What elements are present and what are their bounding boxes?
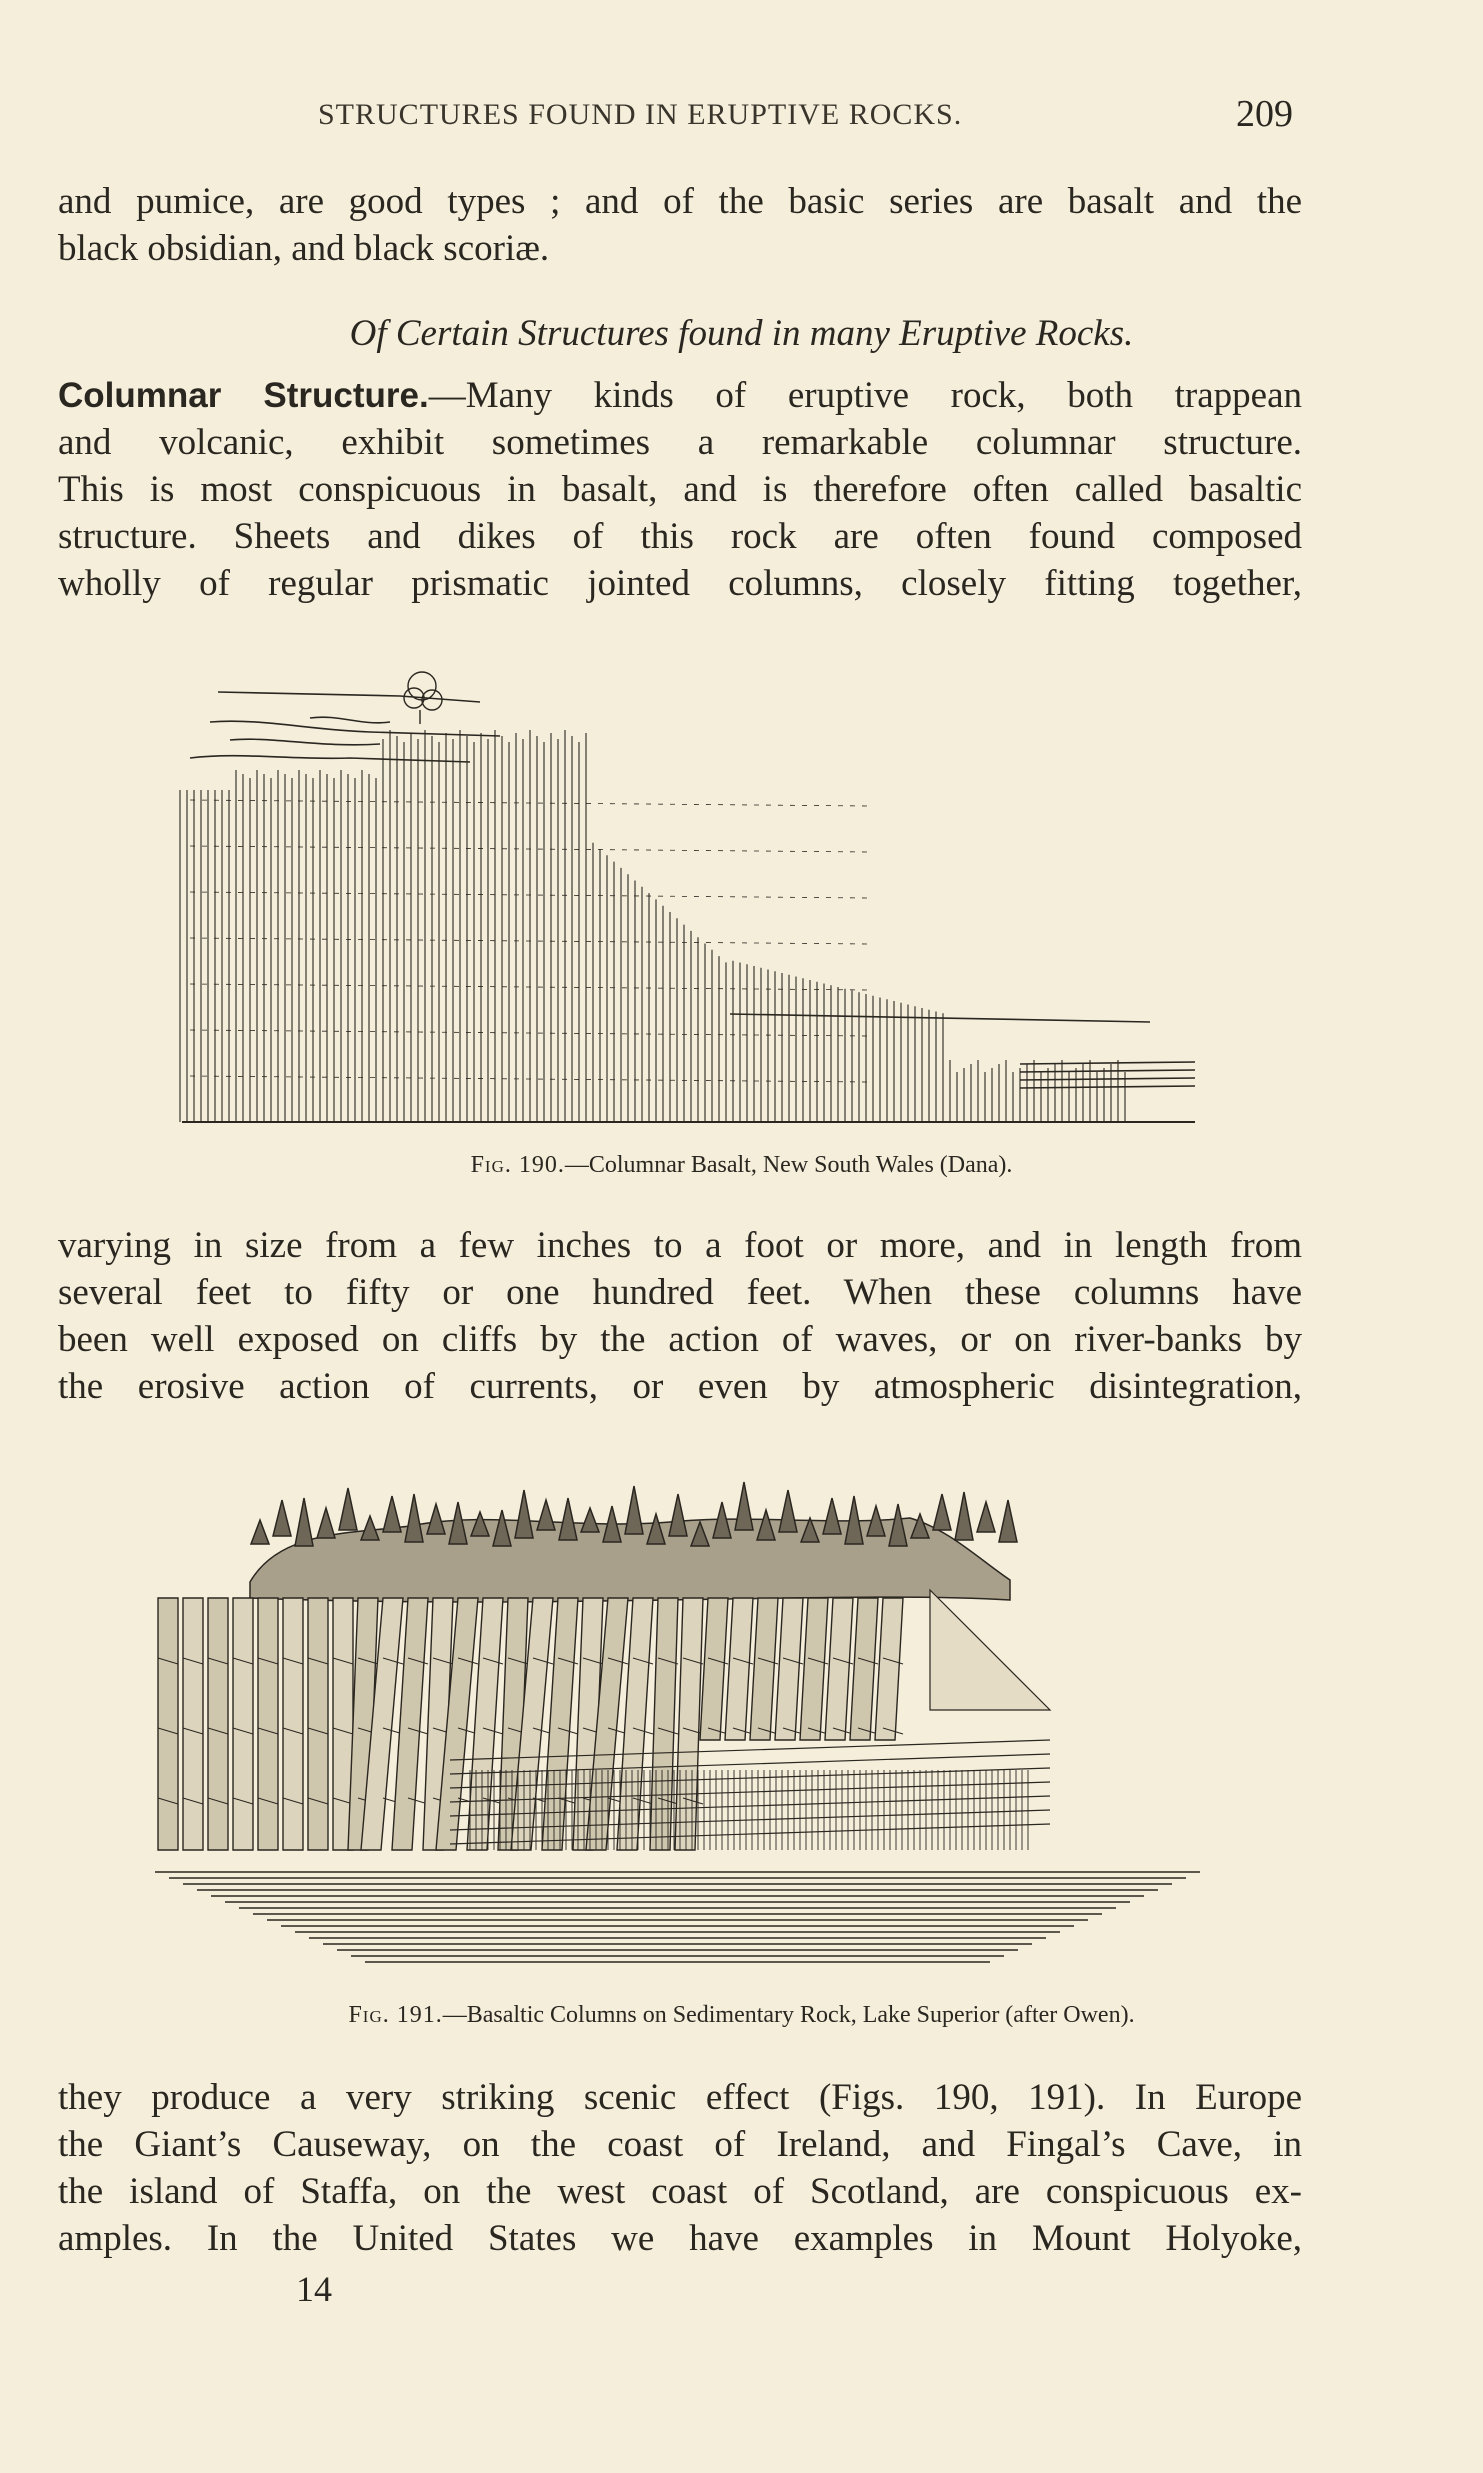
basalt-column [308, 1598, 328, 1850]
tree-mark [955, 1492, 973, 1540]
text-line: several feet to fifty or one hundred feet. When these columns have [58, 1272, 1302, 1313]
figure-191-basaltic-columns [150, 1470, 1210, 1990]
basalt-column [800, 1598, 828, 1740]
section-heading: Of Certain Structures found in many Eruptive Rocks. [349, 313, 1134, 354]
tree-mark [669, 1494, 687, 1536]
text-line: This is most conspicuous in basalt, and is therefore often called basaltic [58, 469, 1302, 510]
tree-mark [361, 1516, 379, 1540]
tree-mark [427, 1504, 445, 1534]
basalt-column [158, 1598, 178, 1850]
paragraph-top [58, 178, 1302, 272]
paragraph-columnar [58, 372, 1302, 607]
text-line [58, 372, 1302, 419]
running-head: STRUCTURES FOUND IN ERUPTIVE ROCKS. [318, 98, 963, 131]
scree-slope [930, 1590, 1050, 1710]
tree-mark [273, 1500, 291, 1536]
basalt-column [850, 1598, 878, 1740]
tree-mark [295, 1498, 313, 1546]
tree-mark [515, 1490, 533, 1538]
text-line: they produce a very striking scenic effect (Figs. 190, 191). In Europe [58, 2077, 1302, 2118]
tree-mark [735, 1482, 753, 1530]
tree-mark [383, 1496, 401, 1532]
page-header [0, 92, 1483, 142]
paragraph-middle [58, 1222, 1302, 1410]
tree-mark [339, 1488, 357, 1530]
text-line: varying in size from a few inches to a foot or more, and in length from [58, 1225, 1302, 1266]
basalt-column [208, 1598, 228, 1850]
text-line: black obsidian, and black scoriæ. [58, 228, 550, 269]
tree-mark [405, 1494, 423, 1542]
basalt-column [675, 1598, 703, 1850]
forest-top [250, 1482, 1017, 1602]
figure-191-caption-text: —Basaltic Columns on Sedimentary Rock, Lake Superior (after Owen). [442, 2002, 1135, 2028]
tree-mark [625, 1486, 643, 1534]
basalt-column [700, 1598, 728, 1740]
figure-190-caption-text: —Columnar Basalt, New South Wales (Dana). [564, 1152, 1013, 1178]
signature-mark: 14 [296, 2269, 332, 2309]
text-line: wholly of regular prismatic jointed columns, closely fitting together, [58, 563, 1302, 604]
tree-mark [581, 1508, 599, 1532]
basalt-column [725, 1598, 753, 1740]
text-line: been well exposed on cliffs by the action of waves, or on river-banks by [58, 1319, 1302, 1360]
figure-190-caption [0, 1152, 1483, 1179]
text-line: the island of Staffa, on the west coast of Scotland, are conspicuous ex- [58, 2171, 1302, 2212]
text-line: the erosive action of currents, or even by atmospheric disintegration, [58, 1366, 1302, 1407]
columnar-lead: Columnar Structure. [58, 376, 429, 415]
basalt-column [283, 1598, 303, 1850]
text-line: structure. Sheets and dikes of this rock are often found composed [58, 516, 1302, 557]
basalt-column [258, 1598, 278, 1850]
basalt-columns [180, 730, 1125, 1122]
text-line: and pumice, are good types ; and of the basic series are basalt and the [58, 181, 1302, 222]
tree-mark [999, 1500, 1017, 1542]
figure-191-caption [0, 2002, 1483, 2029]
tree-mark [317, 1508, 335, 1538]
basalt-column [825, 1598, 853, 1740]
tree-mark [251, 1520, 269, 1544]
tilted-columns [158, 1598, 903, 1850]
basalt-column [233, 1598, 253, 1850]
text-line: and volcanic, exhibit sometimes a remarkable columnar structure. [58, 422, 1302, 463]
lake-water [155, 1872, 1200, 1962]
figure-190-label: Fig. 190. [470, 1152, 565, 1178]
tree-mark [779, 1490, 797, 1532]
tree-mark [933, 1494, 951, 1530]
basalt-column [750, 1598, 778, 1740]
tree-mark [537, 1500, 555, 1530]
page-number: 209 [1236, 93, 1293, 135]
tree-mark [823, 1498, 841, 1534]
figure-190-columnar-basalt [170, 660, 1210, 1140]
columnar-first-line: —Many kinds of eruptive rock, both trappean [428, 375, 1302, 416]
text-line: amples. In the United States we have examples in Mount Holyoke, [58, 2218, 1302, 2259]
text-line: the Giant’s Causeway, on the coast of Ireland, and Fingal’s Cave, in [58, 2124, 1302, 2165]
paragraph-bottom [58, 2074, 1302, 2262]
basalt-column [183, 1598, 203, 1850]
basalt-column [775, 1598, 803, 1740]
basalt-column [875, 1598, 903, 1740]
figure-191-label: Fig. 191. [348, 2002, 443, 2028]
tree-mark [977, 1502, 995, 1532]
sedimentary-strata [450, 1740, 1050, 1850]
tree-mark [559, 1498, 577, 1540]
